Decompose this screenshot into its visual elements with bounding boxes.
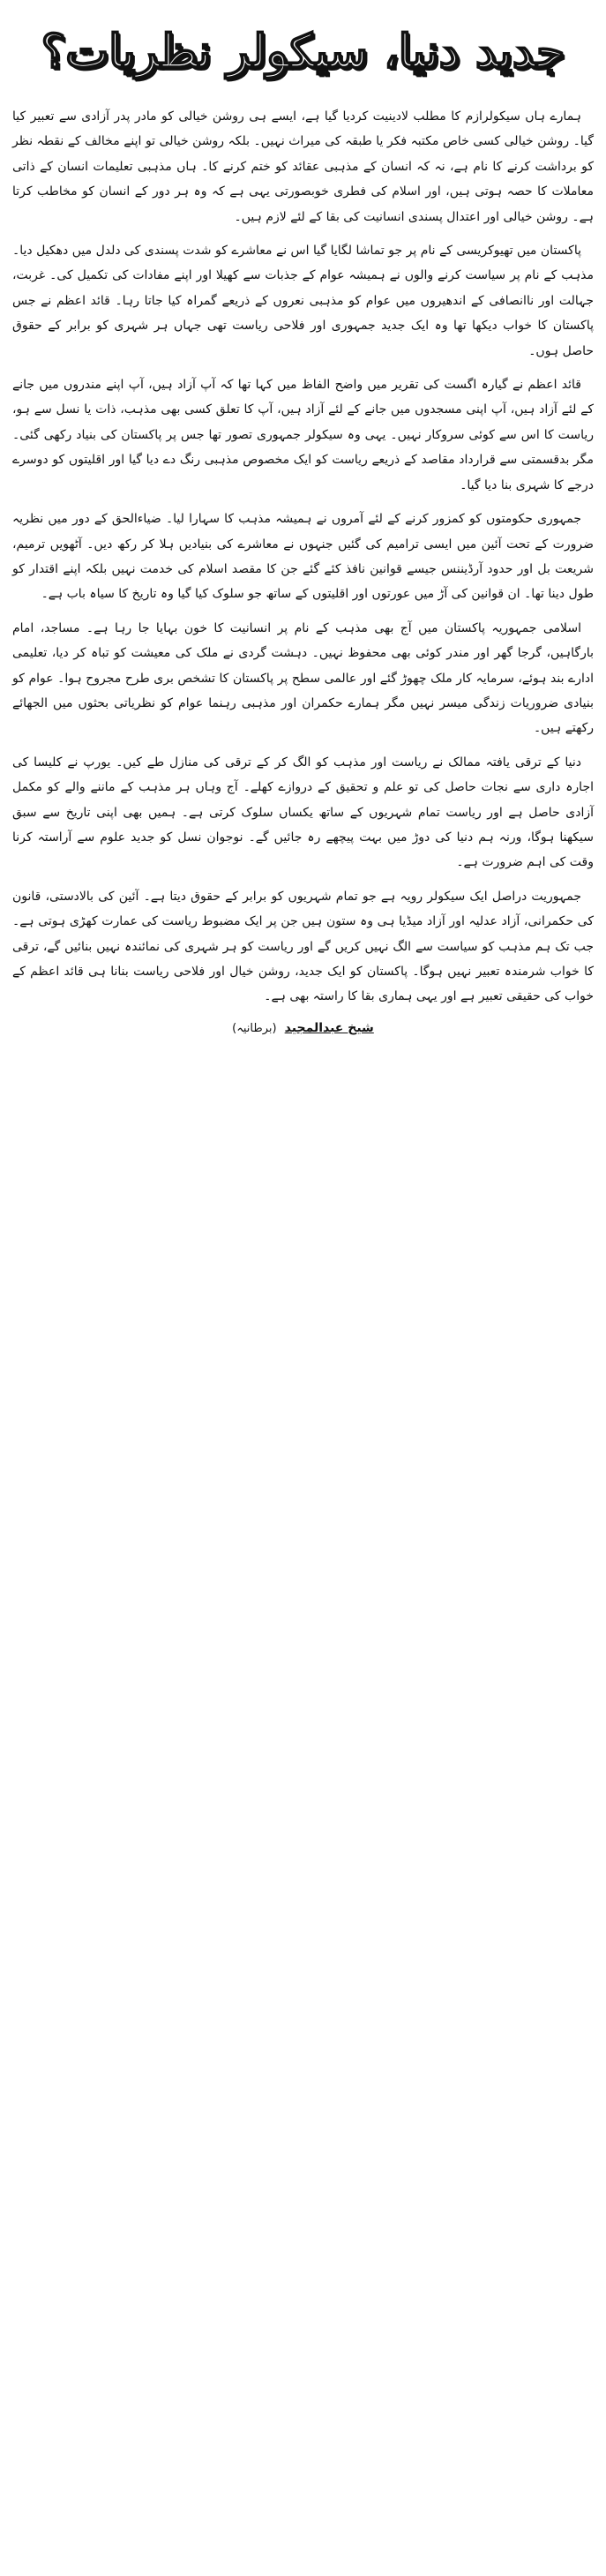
author-signature — [12, 1018, 594, 1035]
article-paragraph: قائد اعظم نے گیارہ اگست کی تقریر میں واضح الفاظ میں کہا تھا کہ آپ آزاد ہیں، آپ اپنے مندروں میں جانے کے لئے آزاد ہیں، آپ اپنی مسجدوں میں جانے کے لئے آزاد ہیں، آپ کا تعلق کسی بھی مذہب، ذات یا نسل سے ہو، ریاست کا اس سے کوئی سروکار نہیں۔ یہی وہ سیکولر جمہوری تصور تھا جس پر پاکستان کی بنیاد رکھی گئی۔ مگر بدقسمتی سے قرارداد مقاصد کے ذریعے ریاست کو ایک مخصوص مذہبی رنگ دے دیا گیا اور اقلیتوں کو دوسرے درجے کا شہری بنا دیا گیا۔ — [12, 378, 594, 492]
article-body — [12, 104, 594, 1010]
article-paragraph: جمہوریت دراصل ایک سیکولر رویہ ہے جو تمام شہریوں کو برابر کے حقوق دیتا ہے۔ آئین کی بالادستی، قانون کی حکمرانی، آزاد عدلیہ اور آزاد میڈیا ہی وہ ستون ہیں جن پر ایک مضبوط ریاست کی عمارت کھڑی ہوتی ہے۔ جب تک ہم مذہب کو سیاست سے الگ نہیں کریں گے اور ریاست کو ہر شہری کی نمائندہ نہیں بنائیں گے، ترقی کا خواب شرمندہ تعبیر نہیں ہوگا۔ پاکستان کو ایک جدید، روشن خیال اور فلاحی ریاست بنانا ہی قائد اعظم کے خواب کی حقیقی تعبیر ہے اور یہی ہماری بقا کا راستہ بھی ہے۔ — [12, 889, 594, 1004]
article-paragraph: اسلامی جمہوریہ پاکستان میں آج بھی مذہب کے نام پر انسانیت کا خون بہایا جا رہا ہے۔ مساجد، امام بارگاہیں، گرجا گھر اور مندر کوئی بھی محفوظ نہیں۔ دہشت گردی نے ملک کی معیشت کو تباہ کر دیا، تعلیمی ادارے بند ہوئے، سرمایہ کار ملک چھوڑ گئے اور عالمی سطح پر پاکستان کا تشخص بری طرح مجروح ہوا۔ عوام کو بنیادی ضروریات زندگی میسر نہیں مگر ہمارے حکمران اور مذہبی رہنما عوام کو نظریاتی بحثوں میں الجھائے رکھتے ہیں۔ — [12, 620, 594, 736]
article-paragraph: پاکستان میں تھیوکریسی کے نام پر جو تماشا لگایا گیا اس نے معاشرے کو شدت پسندی کی دلدل میں دھکیل دیا۔ مذہب کے نام پر سیاست کرنے والوں نے ہمیشہ عوام کے جذبات سے کھیلا اور اپنے مفادات کی تکمیل کی۔ غربت، جہالت اور ناانصافی کے اندھیروں میں عوام کو مذہبی نعروں کے ذریعے گمراہ کیا جاتا رہا۔ قائد اعظم نے جس پاکستان کا خواب دیکھا تھا وہ ایک جدید جمہوری اور فلاحی ریاست تھی جہاں ہر شہری کو برابر کے حقوق حاصل ہوں۔ — [12, 244, 594, 358]
article-paragraph: ہمارے ہاں سیکولرازم کا مطلب لادینیت کردیا گیا ہے، ایسے ہی روشن خیالی کو مادر پدر آزادی سے تعبیر کیا گیا۔ روشن خیالی کسی خاص مکتبہ فکر یا طبقہ کی میراث نہیں۔ بلکہ روشن خیالی تو اپنے مخالف کے نقطہ نظر کو برداشت کرنے کا نام ہے، نہ کہ انسان کے مذہبی عقائد کو ختم کرنے کا۔ ہاں مذہبی تعلیمات انسان کے ذاتی معاملات کا حصہ ہوتی ہیں، اور اسلام کی فطری خوبصورتی یہی ہے کہ وہ ہر دور کے انسان کو مخاطب کرتا ہے۔ روشن خیالی اور اعتدال پسندی انسانیت کی بقا کے لئے لازم ہیں۔ — [12, 109, 594, 224]
article-paragraph: جمہوری حکومتوں کو کمزور کرنے کے لئے آمروں نے ہمیشہ مذہب کا سہارا لیا۔ ضیاءالحق کے دور میں نظریہ ضرورت کے تحت آئین میں ایسی ترامیم کی گئیں جنہوں نے معاشرے کی بنیادیں ہلا کر رکھ دیں۔ آٹھویں ترمیم، شریعت بل اور حدود آرڈیننس جیسے قوانین نافذ کئے گئے جن کا مقصد اسلام کی خدمت نہیں بلکہ اپنے اقتدار کو طول دینا تھا۔ ان قوانین کی آڑ میں عورتوں اور اقلیتوں کے ساتھ جو سلوک کیا گیا وہ تاریخ کا سیاہ باب ہے۔ — [12, 512, 594, 602]
headline-area — [12, 0, 594, 104]
author-place: (برطانیہ) — [232, 1021, 277, 1035]
article-paragraph: دنیا کے ترقی یافتہ ممالک نے ریاست اور مذہب کو الگ کر کے ترقی کی منازل طے کیں۔ یورپ نے کلیسا کی اجارہ داری سے نجات حاصل کی تو علم و تحقیق کے دروازے کھلے۔ آج وہاں ہر مذہب کے ماننے والے کو مکمل آزادی حاصل ہے اور ریاست تمام شہریوں کے ساتھ یکساں سلوک کرتی ہے۔ ہمیں بھی اپنی تاریخ سے سبق سیکھنا ہوگا، ورنہ ہم دنیا کی دوڑ میں بہت پیچھے رہ جائیں گے۔ نوجوان نسل کو جدید علوم سے آراستہ کرنا وقت کی اہم ضرورت ہے۔ — [12, 755, 594, 870]
author-name: شیخ عبدالمجید — [284, 1020, 374, 1035]
headline: جدید دنیا، سیکولر نظریات؟ — [41, 25, 565, 79]
